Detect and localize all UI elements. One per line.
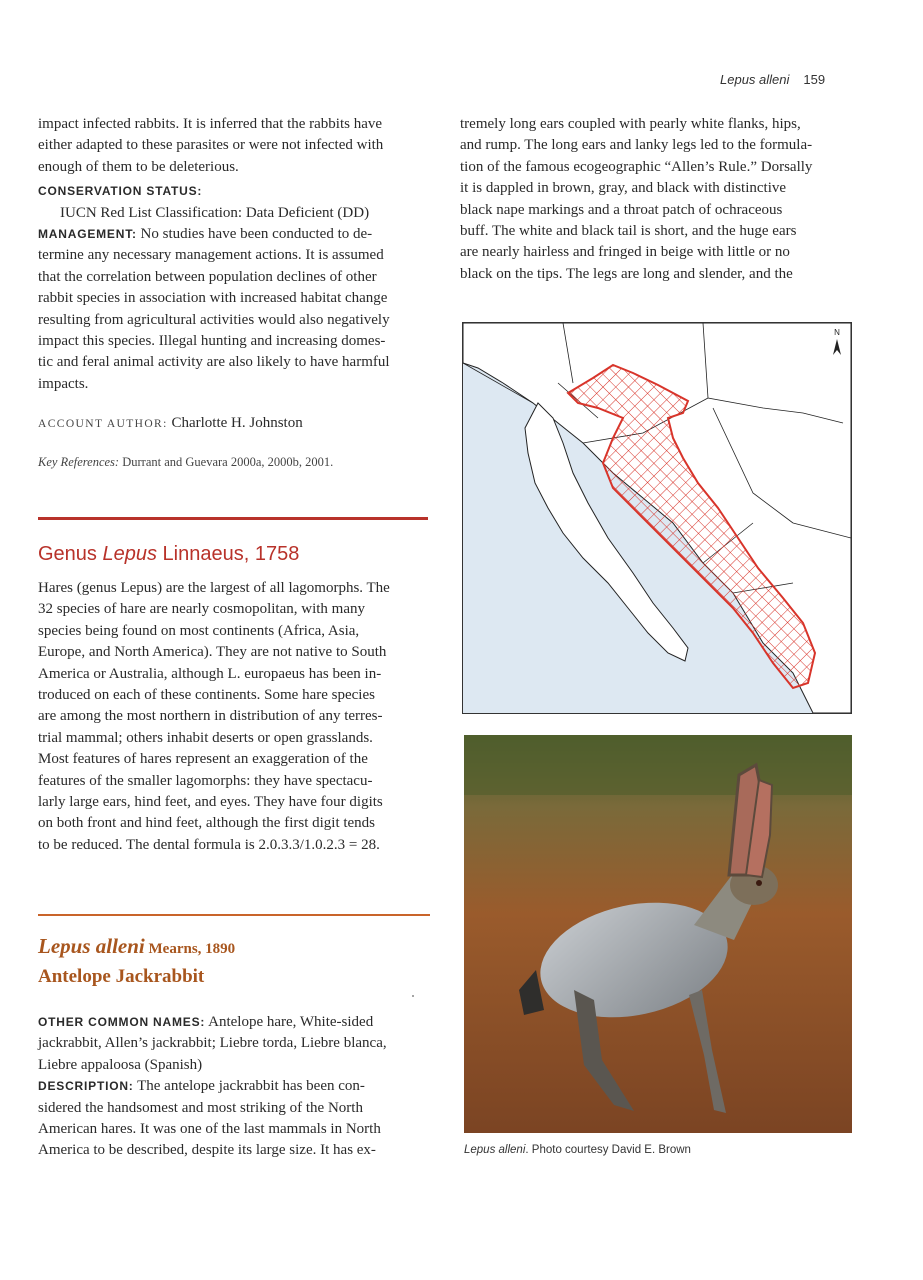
photo-illustration [464, 735, 852, 1133]
text-line: tic and feral animal activity are also likely to have harmful [38, 354, 390, 371]
text-line: American hares. It was one of the last mammals in North [38, 1121, 381, 1138]
speck [412, 995, 414, 997]
genus-title-sci: Lepus [102, 543, 157, 565]
conservation-text: IUCN Red List Classification: Data Deficient (DD) [60, 204, 370, 221]
text-line: black on the tips. The legs are long and slender, and the [460, 265, 793, 282]
genus-paragraph [38, 578, 430, 856]
species-common-name: Antelope Jackrabbit [38, 966, 205, 987]
text-line: impact infected rabbits. It is inferred that the rabbits have [38, 116, 383, 132]
author-label: ACCOUNT AUTHOR: [38, 418, 168, 430]
text-line: impact this species. Illegal hunting and increasing domes- [38, 333, 386, 350]
text-line: either adapted to these parasites or were not infected with [38, 137, 384, 154]
text-line: Antelope hare, White-sided [205, 1014, 374, 1030]
text-line: on both front and hind feet, although the first digit tends [38, 815, 376, 832]
range-map [462, 322, 852, 714]
photo-caption [464, 1144, 852, 1156]
text-line: larly large ears, hind feet, and eyes. They have four digits [38, 794, 383, 811]
text-line: sidered the handsomest and most striking of the North [38, 1099, 363, 1116]
refs-label: Key References: [38, 455, 120, 469]
species-divider [38, 914, 430, 916]
text-line: Most features of hares represent an exaggeration of the [38, 751, 368, 768]
genus-title-prefix: Genus [38, 543, 103, 565]
text-line: tion of the famous ecogeographic “Allen’s Rule.” Dorsally [460, 158, 813, 175]
jackrabbit-photo [464, 735, 852, 1133]
north-label: N [834, 328, 840, 337]
text-line: America to be described, despite its large size. It has ex- [38, 1142, 376, 1159]
caption-text: . Photo courtesy David E. Brown [525, 1144, 691, 1156]
account-author [38, 414, 430, 432]
text-line: enough of them to be deleterious. [38, 158, 239, 175]
text-line: trial mammal; others inhabit deserts or open grasslands. [38, 729, 373, 746]
running-header [720, 72, 860, 87]
text-line: No studies have been conducted to de- [136, 226, 373, 243]
management-line [38, 224, 430, 245]
refs-text: Durrant and Guevara 2000a, 2000b, 2001. [119, 455, 334, 469]
page-number: 159 [803, 72, 826, 87]
text-line: 32 species of hare are nearly cosmopolitan, with many [38, 601, 365, 618]
right-paragraph [460, 114, 852, 285]
text-line: Europe, and North America). They are not native to South [38, 644, 387, 661]
text-line: it is dappled in brown, gray, and black with distinctive [460, 180, 787, 197]
text-line: troduced on each of these continents. Some hare species [38, 687, 375, 704]
text-line: buff. The white and black tail is short, and the huge ears [460, 223, 797, 240]
text-line: Liebre appaloosa (Spanish) [38, 1056, 203, 1073]
text-line: resulting from agricultural activities would also negatively [38, 311, 390, 328]
text-line: to be reduced. The dental formula is 2.0.3.3/1.0.2.3 = 28. [38, 836, 380, 853]
continued-paragraph [38, 114, 430, 395]
description-label: DESCRIPTION: [38, 1079, 134, 1094]
text-line: tremely long ears coupled with pearly white flanks, hips, [460, 116, 801, 132]
range-map-svg [463, 323, 851, 713]
text-line: are among the most northern in distribution of any terres- [38, 708, 383, 725]
species-sci-name: Lepus alleni [38, 934, 145, 958]
text-line: rabbit species in association with increased habitat change [38, 290, 388, 307]
genus-title-suffix: Linnaeus, 1758 [156, 543, 300, 565]
species-heading [38, 934, 430, 959]
species-paragraph [38, 1012, 430, 1162]
text-line: that the correlation between population declines of other [38, 268, 377, 285]
text-line: jackrabbit, Allen’s jackrabbit; Liebre torda, Liebre blanca, [38, 1035, 387, 1052]
management-label: MANAGEMENT: [38, 227, 137, 242]
caption-sci: Lepus alleni [464, 1144, 526, 1156]
text-line: America or Australia, although L. europaeus has been in- [38, 665, 382, 682]
text-line: Hares (genus Lepus) are the largest of all lagomorphs. The [38, 580, 390, 596]
text-line: features of the smaller lagomorphs: they have spectacu- [38, 772, 373, 789]
rabbit-eye [756, 880, 762, 886]
text-line: The antelope jackrabbit has been con- [133, 1078, 365, 1095]
genus-heading [38, 543, 430, 566]
text-line: black nape markings and a throat patch of ochraceous [460, 201, 783, 218]
other-names-line [38, 1012, 430, 1033]
key-references [38, 455, 430, 470]
text-line: are nearly hairless and fringed in beige with little or no [460, 244, 790, 261]
author-name: Charlotte H. Johnston [167, 415, 303, 431]
section-divider [38, 517, 428, 520]
text-line: termine any necessary management actions. It is assumed [38, 247, 384, 264]
conservation-label: CONSERVATION STATUS: [38, 184, 203, 199]
text-line: species being found on most continents (Africa, Asia, [38, 622, 360, 639]
species-authority: Mearns, 1890 [144, 941, 236, 957]
text-line: and rump. The long ears and lanky legs led to the formula- [460, 137, 813, 154]
other-names-label: OTHER COMMON NAMES: [38, 1015, 206, 1029]
description-line [38, 1076, 430, 1097]
running-title: Lepus alleni [720, 72, 790, 87]
text-line: impacts. [38, 375, 89, 392]
